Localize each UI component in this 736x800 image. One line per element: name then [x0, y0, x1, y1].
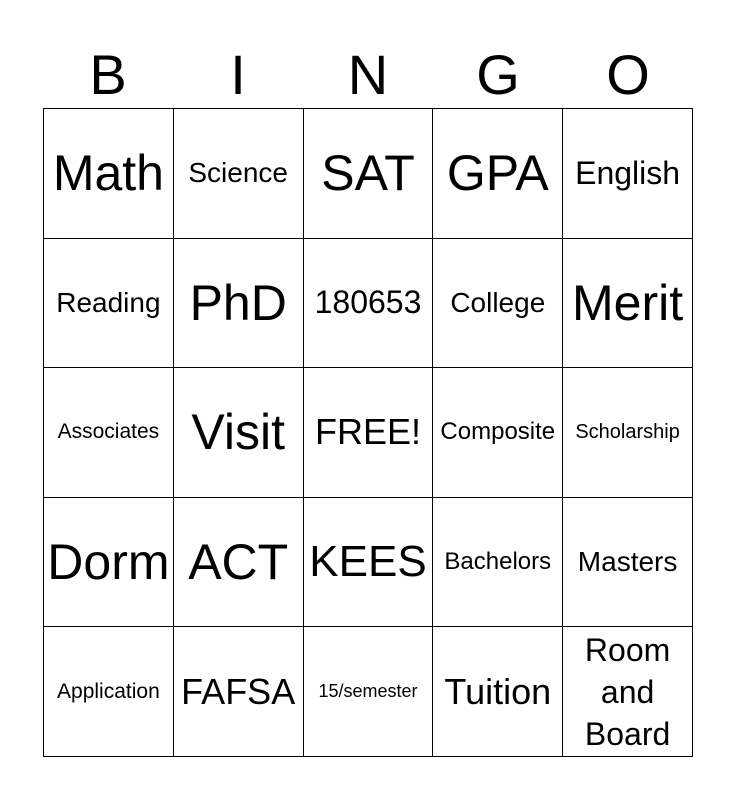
cell-label: PhD	[189, 274, 287, 331]
bingo-cell[interactable]	[433, 109, 563, 239]
bingo-cell[interactable]	[44, 109, 174, 239]
bingo-cell[interactable]	[433, 368, 563, 498]
cell-label: FREE!	[314, 411, 421, 453]
bingo-cell[interactable]	[304, 627, 434, 757]
cell-label: Masters	[577, 546, 678, 578]
cell-label: Associates	[57, 420, 160, 444]
cell-label: Science	[188, 157, 288, 189]
cell-label: Visit	[191, 404, 285, 461]
cell-label: Merit	[572, 274, 684, 331]
cell-label: Room and Board	[584, 631, 671, 752]
bingo-cell[interactable]	[44, 627, 174, 757]
cell-label: English	[575, 154, 681, 191]
cell-label: Reading	[56, 286, 161, 318]
bingo-cell[interactable]	[174, 239, 304, 369]
bingo-cell[interactable]	[563, 627, 693, 757]
cell-label: GPA	[446, 145, 549, 202]
bingo-cell[interactable]	[304, 239, 434, 369]
bingo-cell[interactable]	[563, 239, 693, 369]
free-space-cell[interactable]	[304, 368, 434, 498]
header-letter-g: G	[476, 43, 520, 106]
bingo-cell[interactable]	[304, 498, 434, 628]
bingo-cell[interactable]	[44, 368, 174, 498]
bingo-cell[interactable]	[563, 498, 693, 628]
bingo-cell[interactable]	[174, 109, 304, 239]
cell-label: College	[450, 286, 546, 318]
bingo-cell[interactable]	[174, 627, 304, 757]
bingo-cell[interactable]	[304, 109, 434, 239]
bingo-cell[interactable]	[433, 239, 563, 369]
header-letter-n: N	[347, 43, 389, 106]
bingo-cell[interactable]	[174, 498, 304, 628]
bingo-cell[interactable]	[44, 239, 174, 369]
bingo-cell[interactable]	[44, 498, 174, 628]
bingo-cell[interactable]	[433, 627, 563, 757]
cell-label: FAFSA	[181, 670, 296, 712]
bingo-cell[interactable]	[174, 368, 304, 498]
bingo-cell[interactable]	[563, 368, 693, 498]
header-letter-i: I	[230, 43, 246, 106]
cell-label: Composite	[440, 418, 556, 446]
bingo-cell[interactable]	[563, 109, 693, 239]
bingo-header	[43, 42, 693, 108]
bingo-card-grid	[43, 108, 693, 757]
cell-label: Bachelors	[444, 548, 552, 576]
cell-label: Tuition	[444, 670, 552, 712]
cell-label: Application	[57, 679, 160, 703]
header-letter-o: O	[606, 43, 650, 106]
cell-label: 15/semester	[318, 681, 418, 702]
bingo-cell[interactable]	[433, 498, 563, 628]
cell-label: 180653	[314, 284, 422, 321]
header-letter-b: B	[89, 43, 127, 106]
cell-label: ACT	[188, 534, 289, 591]
cell-label: KEES	[309, 537, 427, 587]
cell-label: Dorm	[47, 534, 170, 591]
cell-label: SAT	[321, 145, 415, 202]
cell-label: Scholarship	[575, 420, 680, 443]
cell-label: Math	[52, 145, 164, 202]
